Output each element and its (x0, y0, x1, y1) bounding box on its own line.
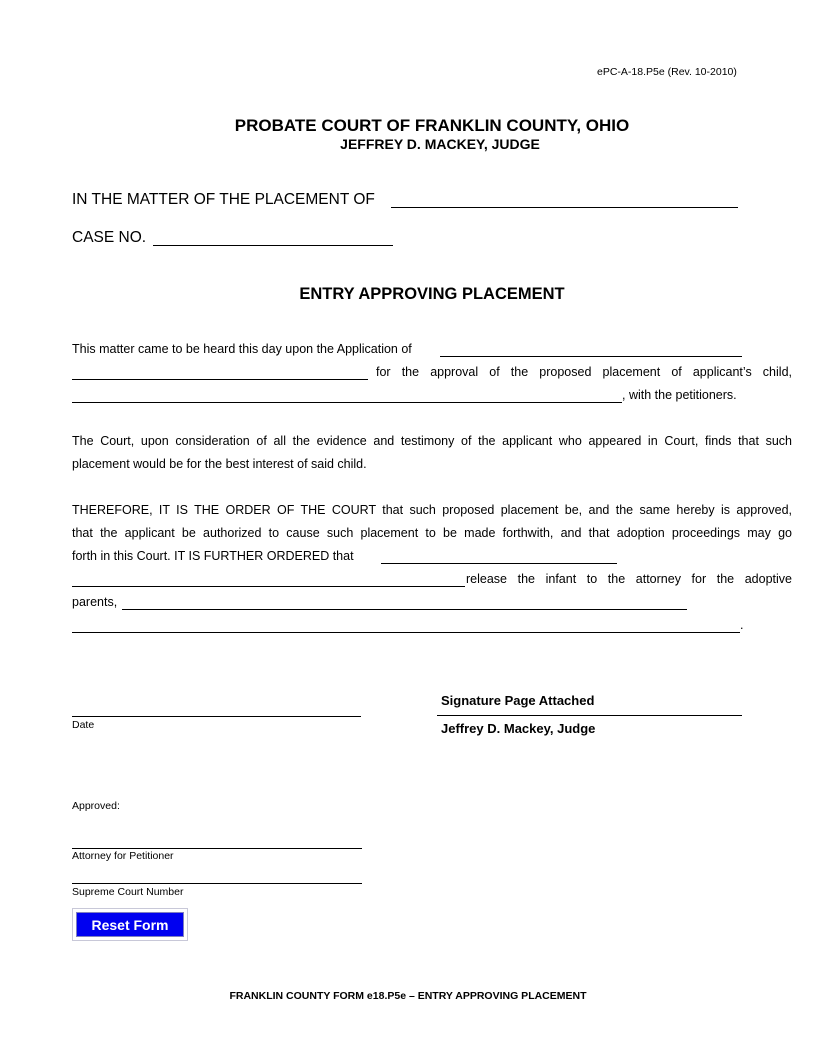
approved-label: Approved: (72, 800, 120, 812)
para2-line1: The Court, upon consideration of all the evidence and testimony of the applicant who appeared in Court, finds that such (72, 434, 792, 448)
para1-text-b: for the approval of the proposed placement of applicant’s child, (376, 365, 792, 379)
date-field[interactable] (72, 702, 361, 717)
applicant-continued-field[interactable] (72, 365, 368, 380)
applicant-field[interactable] (440, 342, 742, 357)
supreme-court-number-field[interactable] (72, 869, 362, 884)
para3-line5: parents, (72, 595, 118, 609)
attorney-field[interactable] (72, 834, 362, 849)
para3-line6: . (740, 618, 744, 632)
supreme-court-label: Supreme Court Number (72, 886, 184, 898)
form-id: ePC-A-18.P5e (Rev. 10-2010) (597, 66, 737, 78)
child-field[interactable] (72, 388, 622, 403)
para3-line4: release the infant to the attorney for the adoptive (466, 572, 792, 586)
parents-field[interactable] (122, 595, 687, 610)
judge-signature-line (437, 715, 742, 716)
attorney-label: Attorney for Petitioner (72, 850, 174, 862)
reset-button-frame (72, 908, 188, 941)
judge-name: JEFFREY D. MACKEY, JUDGE (340, 136, 540, 152)
para3-line2: that the applicant be authorized to cause such placement to be made forthwith, and that adoption proceedings may go (72, 526, 792, 540)
para3-line3: forth in this Court. IT IS FURTHER ORDERED that (72, 549, 354, 563)
para1-text-a: This matter came to be heard this day upon the Application of (72, 342, 412, 356)
additional-order-field[interactable] (72, 618, 740, 633)
para1-text-c: , with the petitioners. (622, 388, 737, 402)
reset-form-button[interactable]: Reset Form (76, 912, 184, 937)
case-label: CASE NO. (72, 229, 147, 246)
further-ordered-field[interactable] (381, 549, 617, 564)
footer: FRANKLIN COUNTY FORM e18.P5e – ENTRY APPROVING PLACEMENT (229, 990, 587, 1002)
date-label: Date (72, 719, 95, 731)
matter-label: IN THE MATTER OF THE PLACEMENT OF (72, 191, 375, 208)
order-continued-field[interactable] (72, 572, 465, 587)
judge-signature-label: Jeffrey D. Mackey, Judge (441, 721, 596, 736)
para2-line2: placement would be for the best interest of said child. (72, 457, 367, 471)
case-number-field[interactable] (153, 231, 393, 246)
placement-of-field[interactable] (391, 193, 738, 208)
para3-line1: THEREFORE, IT IS THE ORDER OF THE COURT that such proposed placement be, and the same hereby is approved, (72, 503, 792, 517)
signature-attached: Signature Page Attached (441, 693, 595, 708)
entry-title: ENTRY APPROVING PLACEMENT (299, 285, 565, 303)
court-name: PROBATE COURT OF FRANKLIN COUNTY, OHIO (234, 116, 630, 135)
